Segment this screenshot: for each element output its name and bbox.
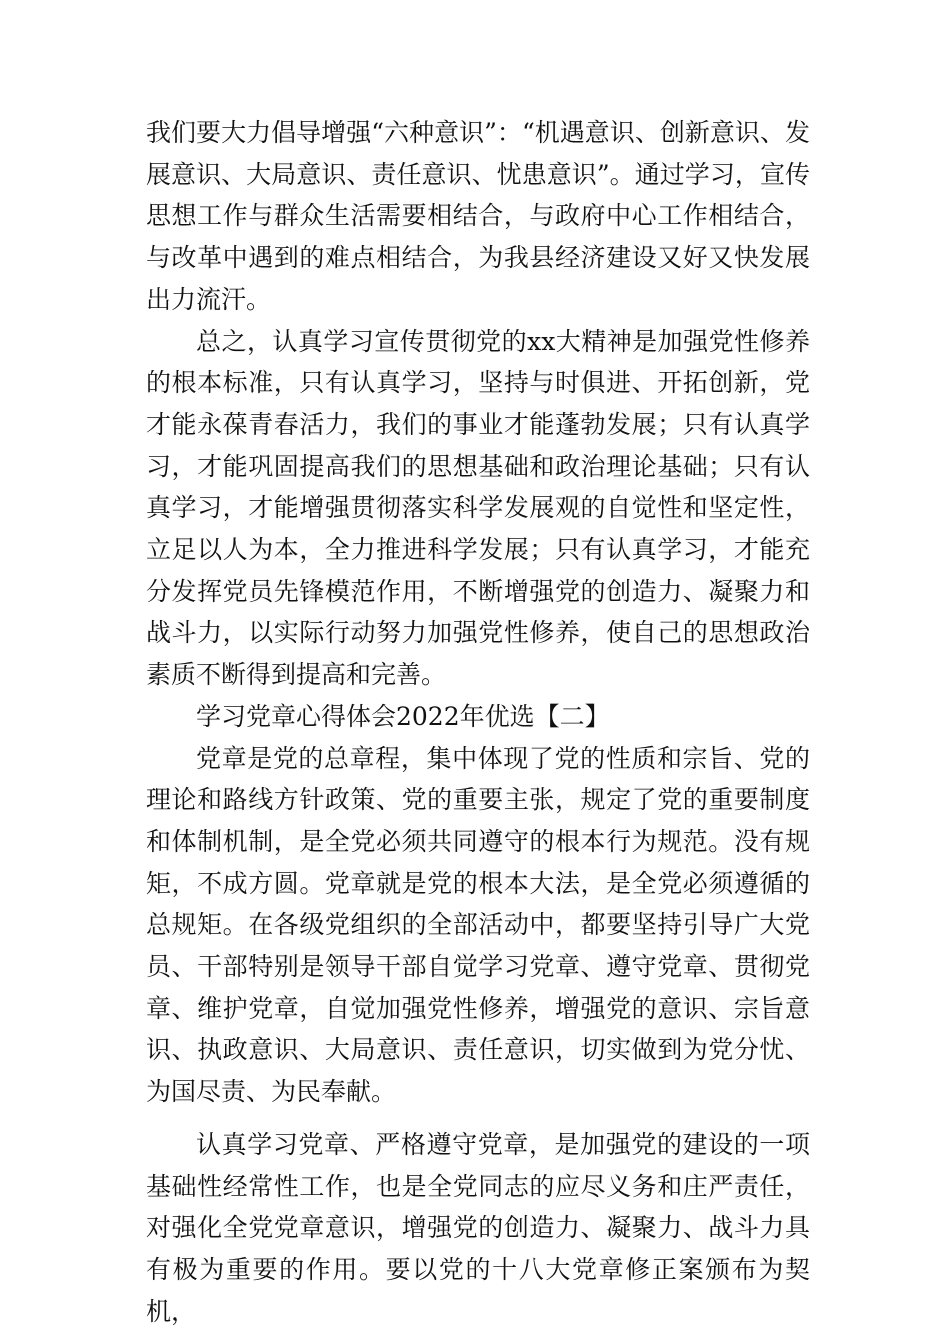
paragraph-conclusion: 总之，认真学习宣传贯彻党的xx大精神是加强党性修养的根本标准，只有认真学习，坚持与时俱进、开拓创新，党才能永葆青春活力，我们的事业才能蓬勃发展；只有认真学习，才能巩固提高我们的思想基础和政治理论基础；只有认真学习，才能增强贯彻落实科学发展观的自觉性和坚定性，立足以人为本，全力推进科学发展；只有认真学习，才能充分发挥党员先锋模范作用，不断增强党的创造力、凝聚力和战斗力，以实际行动努力加强党性修养，使自己的思想政治素质不断得到提高和完善。 bbox=[146, 326, 810, 690]
paragraph-party-constitution: 党章是党的总章程，集中体现了党的性质和宗旨、党的理论和路线方针政策、党的重要主张，规定了党的重要制度和体制机制，是全党必须共同遵守的根本行为规范。没有规矩，不成方圆。党章就是党的根本大法，是全党必须遵循的总规矩。在各级党组织的全部活动中，都要坚持引导广大党员、干部特别是领导干部自觉学习党章、遵守党章、贯彻党章、维护党章，自觉加强党性修养，增强党的意识、宗旨意识、执政意识、大局意识、责任意识，切实做到为党分忧、为国尽责、为民奉献。 bbox=[146, 743, 810, 1107]
paragraph-study-constitution: 认真学习党章、严格遵守党章，是加强党的建设的一项基础性经常性工作，也是全党同志的应尽义务和庄严责任，对强化全党党章意识，增强党的创造力、凝聚力、战斗力具有极为重要的作用。要以党的十八大党章修正案颁布为契机， bbox=[146, 1129, 810, 1326]
document-body bbox=[146, 112, 810, 1332]
section-heading: 学习党章心得体会2022年优选【二】 bbox=[196, 701, 610, 731]
paragraph-six-awareness: 我们要大力倡导增强“六种意识”：“机遇意识、创新意识、发展意识、大局意识、责任意识、忧患意识”。通过学习，宣传思想工作与群众生活需要相结合，与政府中心工作相结合，与改革中遇到的难点相结合，为我县经济建设又好又快发展出力流汗。 bbox=[146, 118, 810, 314]
